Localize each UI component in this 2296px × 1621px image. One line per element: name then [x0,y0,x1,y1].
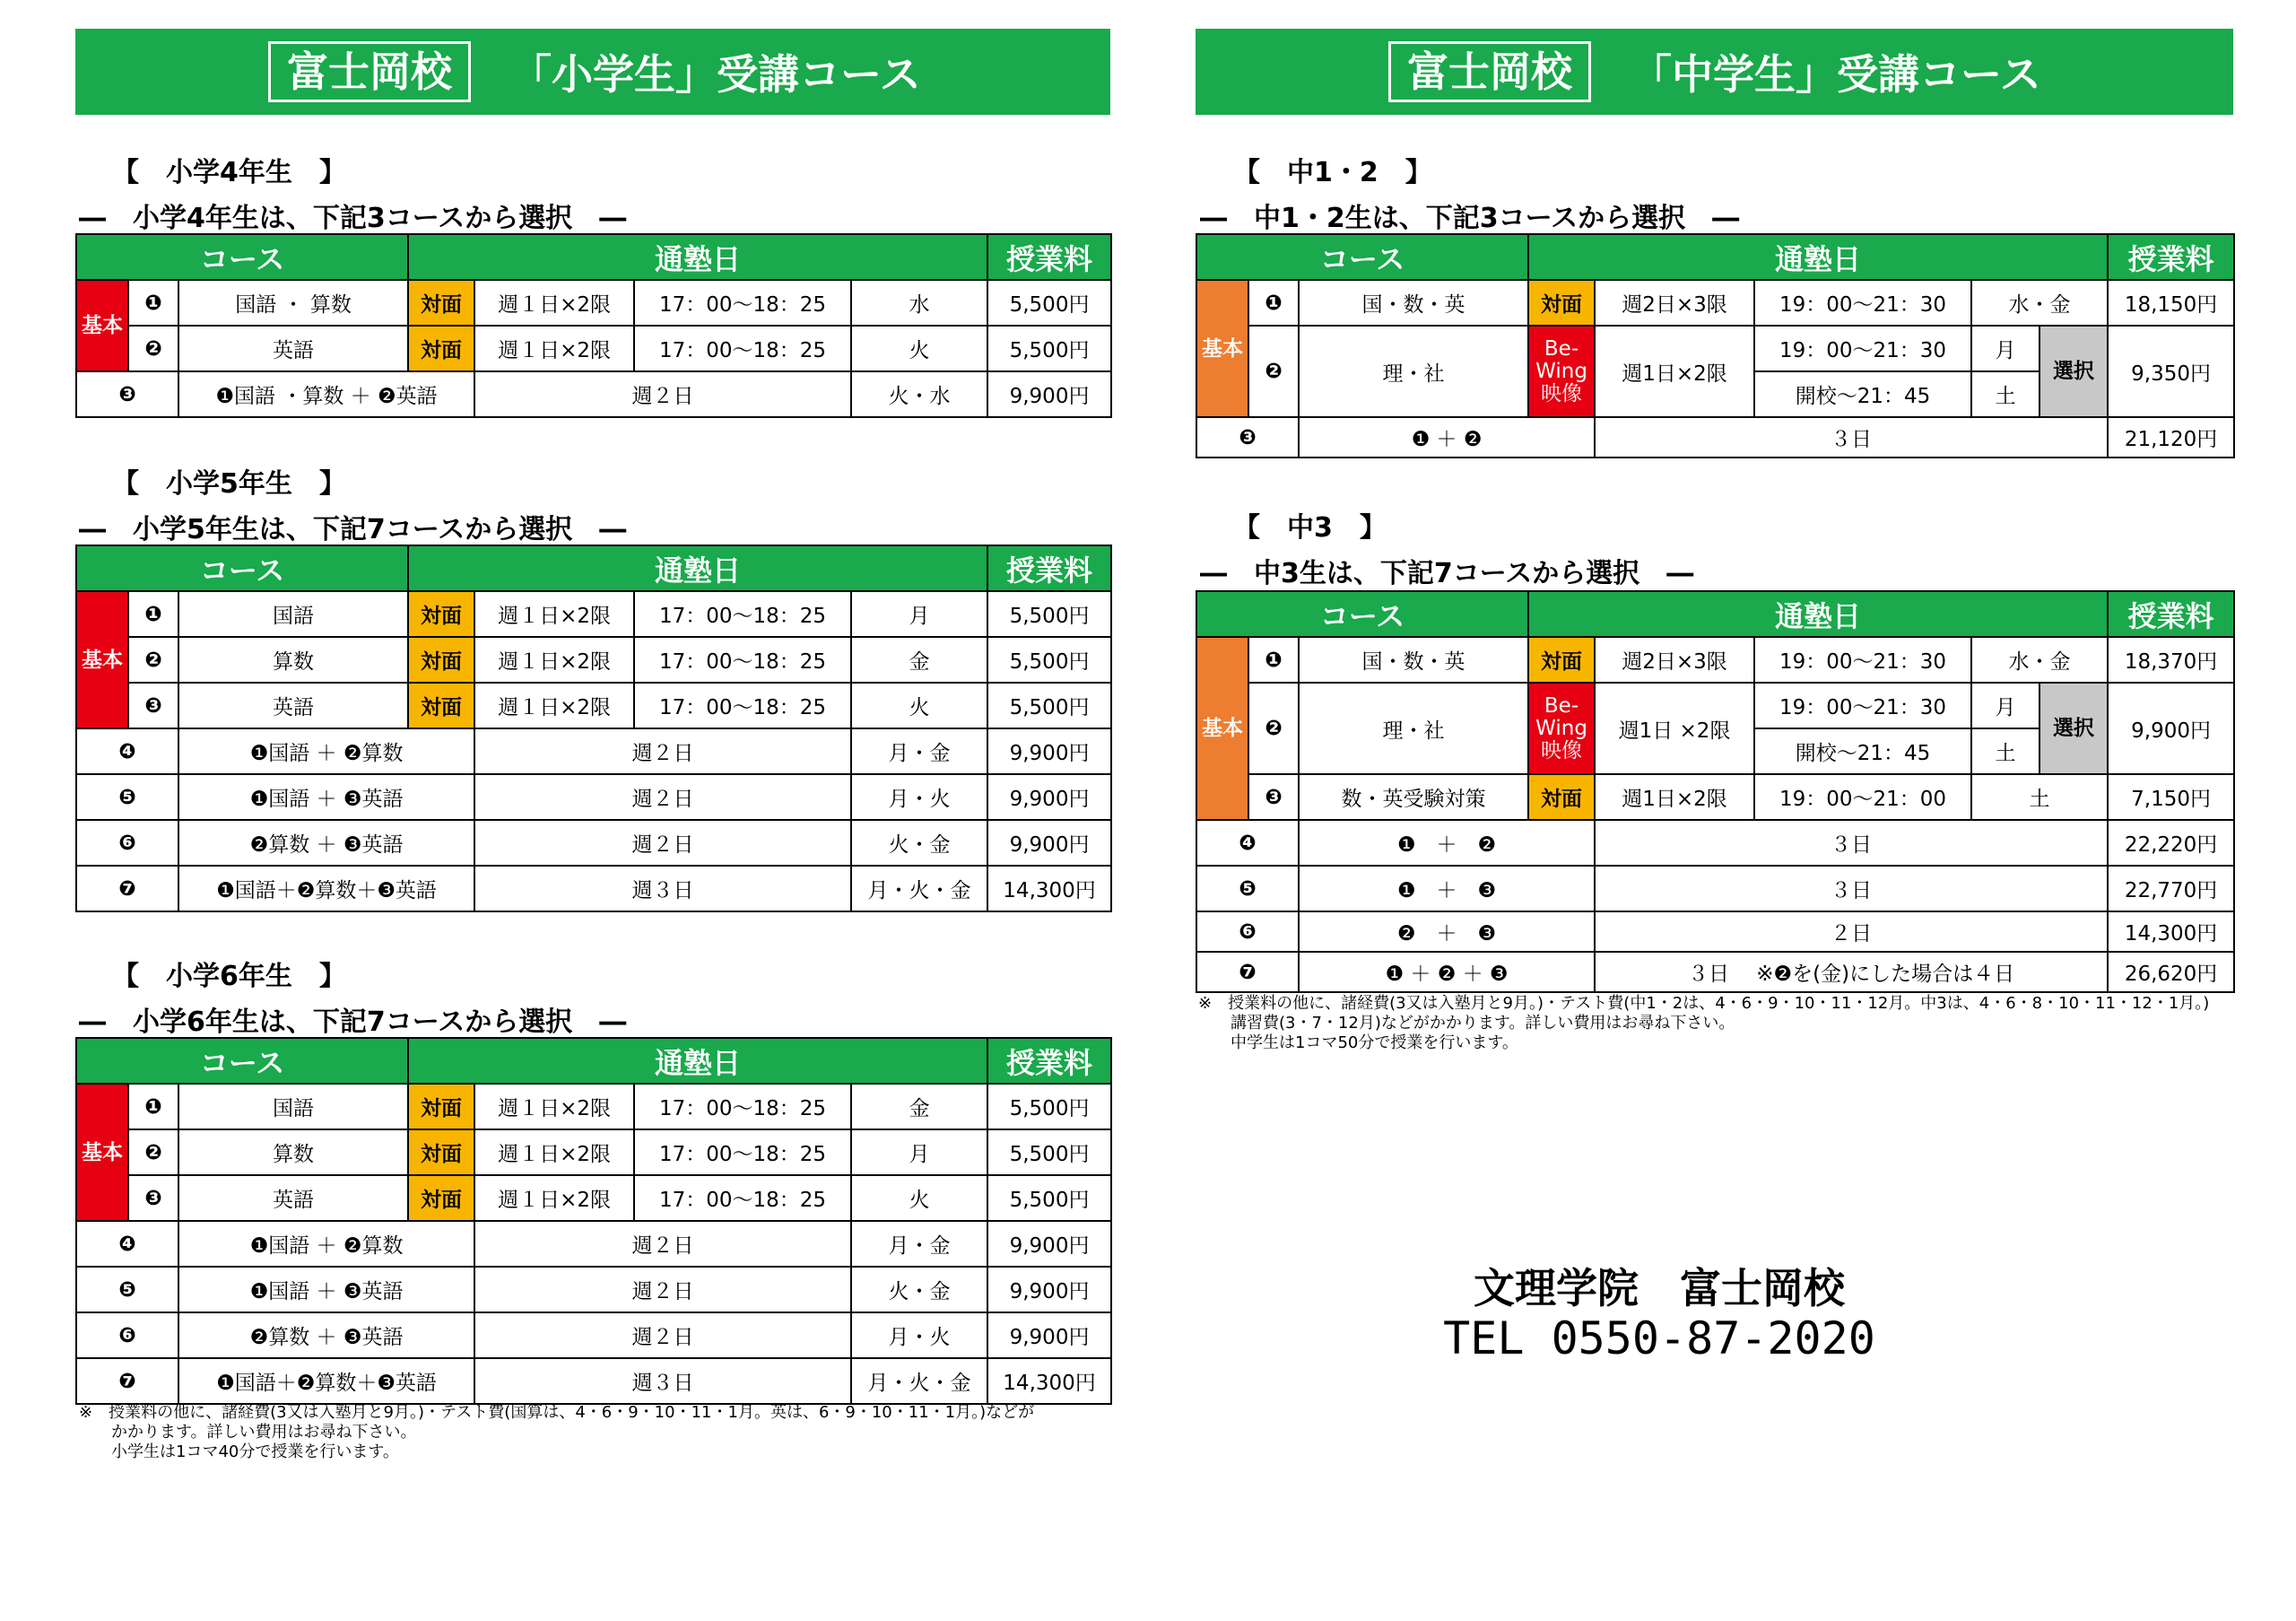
time: 17：00〜18：25 [634,637,851,683]
table-row [1196,820,2234,866]
day: 月 [851,1129,987,1175]
elementary-school-name: 富士岡校 [268,41,471,102]
fee: 9,900円 [987,371,1111,417]
time: 19：00〜21：30 [1754,280,1971,326]
table-row [1196,683,2234,728]
time: 19：00〜21：30 [1754,326,1971,371]
course-subject: 算数 [178,637,408,683]
table-row [76,1084,1111,1129]
header-days: 通塾日 [408,234,987,280]
day: 月・火・金 [851,1358,987,1404]
grade6-subtitle: ― 小学6年生は、下記7コースから選択 ― [79,1007,627,1038]
frequency: 週１日×2限 [474,326,634,371]
grade4-subtitle: ― 小学4年生は、下記3コースから選択 ― [79,203,627,234]
day: 火・水 [851,371,987,417]
table-row [1196,417,2234,458]
elementary-title: 「小学生」受講コース [510,50,921,99]
table-row [1196,952,2234,992]
note-line: 中学生は1コマ50分で授業を行います。 [1198,1033,1518,1052]
fee: 9,900円 [987,1221,1111,1267]
frequency: 週３日 [474,866,851,911]
frequency: ３日 [1595,866,2108,911]
time: 17：00〜18：25 [634,326,851,371]
table-row [76,1358,1111,1404]
mode-badge: 対面 [1528,637,1595,683]
course-number: ❷ [1248,326,1299,417]
day: 火 [851,326,987,371]
course-number: ❶ [128,591,178,637]
table-row [1196,637,2234,683]
course-number: ❹ [1196,820,1299,866]
time: 19：00〜21：00 [1754,774,1971,820]
header-days: 通塾日 [408,1038,987,1084]
table-row [76,1129,1111,1175]
course-subject: ❶ ＋ ❷ [1299,417,1595,458]
table-row [76,326,1111,371]
header-days: 通塾日 [1528,591,2108,637]
fee: 22,770円 [2108,866,2234,911]
day: 月・火 [851,1312,987,1358]
fee: 5,500円 [987,1175,1111,1221]
grade5-label: 【 小学5年生 】 [112,468,346,500]
day: 土 [1971,371,2039,417]
g3-table [1196,590,2235,993]
table-row [1196,866,2234,911]
header-course: コース [76,234,408,280]
table-row [76,683,1111,728]
course-subject: 国語 [178,591,408,637]
table-row [76,1175,1111,1221]
mode-badge: Be-Wing映像 [1528,326,1595,417]
header-fee: 授業料 [2108,234,2234,280]
fee: 5,500円 [987,1129,1111,1175]
table-row [1196,911,2234,952]
g3-label: 【 中3 】 [1233,512,1387,544]
grade6-label: 【 小学6年生 】 [112,961,346,992]
day: 月・火 [851,774,987,820]
note-line: ※ 授業料の他に、諸経費(3又は入塾月と9月。)・テスト費(中1・2は、4・6・9・10・11・12月。中3は、4・6・8・10・11・12・1月。) [1198,994,2210,1013]
table-row [1196,326,2234,371]
kihon-label: 基本 [76,280,128,371]
mode-badge: 対面 [408,637,474,683]
mode-badge: 対面 [408,683,474,728]
fee: 5,500円 [987,683,1111,728]
fee: 21,120円 [2108,417,2234,458]
time: 17：00〜18：25 [634,1175,851,1221]
course-subject: ❶ ＋ ❸ [1299,866,1595,911]
course-number: ❺ [1196,866,1299,911]
table-row [1196,774,2234,820]
mode-badge: 対面 [408,1175,474,1221]
table-row [76,1221,1111,1267]
junior-title: 「中学生」受講コース [1631,50,2041,99]
course-subject: 国・数・英 [1299,637,1528,683]
header-fee: 授業料 [2108,591,2234,637]
mode-badge: Be-Wing映像 [1528,683,1595,774]
fee: 7,150円 [2108,774,2234,820]
course-number: ❼ [1196,952,1299,992]
elementary-notes [79,1403,1034,1462]
day: 水 [851,280,987,326]
table-row [76,1312,1111,1358]
fee: 5,500円 [987,1084,1111,1129]
course-subject: ❶ ＋ ❷ [1299,820,1595,866]
day: 水・金 [1971,637,2108,683]
fee: 14,300円 [987,866,1111,911]
mode-badge: 対面 [408,326,474,371]
course-subject: 算数 [178,1129,408,1175]
course-number: ❶ [1248,280,1299,326]
g12-subtitle: ― 中1・2生は、下記3コースから選択 ― [1200,203,1740,234]
time: 17：00〜18：25 [634,591,851,637]
fee: 5,500円 [987,280,1111,326]
select-label: 選択 [2039,326,2108,417]
day: 月・金 [851,728,987,774]
fee: 22,220円 [2108,820,2234,866]
course-subject: ❷算数 ＋ ❸英語 [178,820,474,866]
course-subject: 英語 [178,1175,408,1221]
course-subject: 理・社 [1299,326,1528,417]
frequency: 週２日 [474,1267,851,1312]
fee: 9,900円 [987,820,1111,866]
header-fee: 授業料 [987,1038,1111,1084]
frequency: 週１日×2限 [474,280,634,326]
time: 17：00〜18：25 [634,1129,851,1175]
course-number: ❻ [1196,911,1299,952]
frequency: ３日 [1595,417,2108,458]
course-subject: 英語 [178,326,408,371]
elementary-banner [75,29,1110,115]
course-number: ❼ [76,1358,178,1404]
header-course: コース [76,1038,408,1084]
grade6-table [75,1037,1112,1405]
time: 開校〜21：45 [1754,728,1971,774]
mode-badge: 対面 [408,591,474,637]
fee: 14,300円 [2108,911,2234,952]
day: 月 [1971,326,2039,371]
mode-badge: 対面 [1528,774,1595,820]
table-row [76,371,1111,417]
frequency: ３日 ※❷を(金)にした場合は４日 [1595,952,2108,992]
course-subject: 英語 [178,683,408,728]
course-subject: 国語 ・ 算数 [178,280,408,326]
g12-table [1196,233,2235,458]
mode-badge: 対面 [408,280,474,326]
frequency: 週１日×2限 [474,1084,634,1129]
day: 月・金 [851,1221,987,1267]
fee: 5,500円 [987,637,1111,683]
course-subject: 数・英受験対策 [1299,774,1528,820]
course-number: ❻ [76,1312,178,1358]
course-number: ❸ [1196,417,1299,458]
frequency: 週２日 [474,1221,851,1267]
frequency: 週１日×2限 [474,637,634,683]
kihon-label: 基本 [76,591,128,728]
course-number: ❸ [128,1175,178,1221]
day: 火・金 [851,1267,987,1312]
frequency: 週２日 [474,371,851,417]
day: 火 [851,1175,987,1221]
course-subject: ❶国語 ＋ ❸英語 [178,774,474,820]
table-row [76,820,1111,866]
course-number: ❺ [76,1267,178,1312]
table-row [1196,280,2234,326]
table-row [76,728,1111,774]
time: 19：00〜21：30 [1754,683,1971,728]
course-number: ❺ [76,774,178,820]
fee: 26,620円 [2108,952,2234,992]
course-number: ❷ [128,637,178,683]
grade5-table [75,545,1112,912]
course-number: ❹ [76,728,178,774]
course-subject: ❶国語 ＋ ❷算数 [178,728,474,774]
course-number: ❻ [76,820,178,866]
day: 金 [851,637,987,683]
header-course: コース [1196,591,1528,637]
frequency: 週１日×2限 [474,1175,634,1221]
fee: 9,900円 [987,774,1111,820]
kihon-label: 基本 [1196,280,1248,417]
day: 水・金 [1971,280,2108,326]
note-line: かかります。詳しい費用はお尋ね下さい。 [79,1423,417,1442]
course-number: ❼ [76,866,178,911]
school-tel: TEL 0550-87-2020 [1443,1312,1875,1364]
time: 17：00〜18：25 [634,1084,851,1129]
course-subject: ❶国語 ・算数 ＋ ❷英語 [178,371,474,417]
note-line: 小学生は1コマ40分で授業を行います。 [79,1442,399,1461]
fee: 18,370円 [2108,637,2234,683]
course-number: ❶ [1248,637,1299,683]
frequency: 週２日 [474,1312,851,1358]
table-row [76,280,1111,326]
course-subject: ❷ ＋ ❸ [1299,911,1595,952]
fee: 18,150円 [2108,280,2234,326]
frequency: 週1日 ×2限 [1595,683,1754,774]
frequency: 週1日×2限 [1595,774,1754,820]
fee: 9,350円 [2108,326,2234,417]
junior-school-name: 富士岡校 [1388,41,1591,102]
kihon-label: 基本 [1196,637,1248,820]
course-number: ❷ [128,1129,178,1175]
table-row [76,591,1111,637]
frequency: 週１日×2限 [474,1129,634,1175]
table-row [76,866,1111,911]
day: 金 [851,1084,987,1129]
time: 開校〜21：45 [1754,371,1971,417]
course-subject: 国・数・英 [1299,280,1528,326]
g3-subtitle: ― 中3生は、下記7コースから選択 ― [1200,558,1694,589]
grade4-table [75,233,1112,418]
table-row [76,1267,1111,1312]
course-number: ❷ [128,326,178,371]
junior-banner [1196,29,2233,115]
course-number: ❶ [128,280,178,326]
day: 月・火・金 [851,866,987,911]
course-subject: ❶ ＋ ❷ ＋ ❸ [1299,952,1595,992]
note-line: 講習費(3・7・12月)などがかかります。詳しい費用はお尋ね下さい。 [1198,1014,1735,1033]
table-row [76,637,1111,683]
course-number: ❸ [76,371,178,417]
header-days: 通塾日 [1528,234,2108,280]
frequency: ３日 [1595,820,2108,866]
table-row [76,774,1111,820]
frequency: 週2日×3限 [1595,637,1754,683]
select-label: 選択 [2039,683,2108,774]
frequency: 週2日×3限 [1595,280,1754,326]
mode-badge: 対面 [408,1084,474,1129]
fee: 9,900円 [987,1267,1111,1312]
header-fee: 授業料 [987,234,1111,280]
course-number: ❶ [128,1084,178,1129]
course-number: ❸ [1248,774,1299,820]
day: 土 [1971,774,2108,820]
school-info [1435,1263,1883,1364]
grade4-label: 【 小学4年生 】 [112,157,346,188]
course-subject: ❶国語 ＋ ❸英語 [178,1267,474,1312]
course-number: ❸ [128,683,178,728]
frequency: 週２日 [474,728,851,774]
fee: 9,900円 [987,1312,1111,1358]
mode-badge: 対面 [1528,280,1595,326]
grade5-subtitle: ― 小学5年生は、下記7コースから選択 ― [79,514,627,545]
fee: 9,900円 [987,728,1111,774]
day: 火 [851,683,987,728]
header-course: コース [76,545,408,591]
header-fee: 授業料 [987,545,1111,591]
course-subject: 理・社 [1299,683,1528,774]
frequency: 週１日×2限 [474,591,634,637]
fee: 5,500円 [987,326,1111,371]
fee: 9,900円 [2108,683,2234,774]
frequency: 週1日×2限 [1595,326,1754,417]
day: 土 [1971,728,2039,774]
course-subject: 国語 [178,1084,408,1129]
day: 月 [1971,683,2039,728]
day: 月 [851,591,987,637]
g12-label: 【 中1・2 】 [1233,157,1432,188]
header-days: 通塾日 [408,545,987,591]
course-number: ❷ [1248,683,1299,774]
fee: 5,500円 [987,591,1111,637]
kihon-label: 基本 [76,1084,128,1221]
school-name: 文理学院 富士岡校 [1474,1264,1845,1312]
course-subject: ❶国語＋❷算数＋❸英語 [178,866,474,911]
junior-notes [1198,994,2209,1053]
day: 火・金 [851,820,987,866]
frequency: 週２日 [474,820,851,866]
fee: 14,300円 [987,1358,1111,1404]
course-number: ❹ [76,1221,178,1267]
frequency: 週２日 [474,774,851,820]
frequency: ２日 [1595,911,2108,952]
time: 17：00〜18：25 [634,683,851,728]
course-subject: ❷算数 ＋ ❸英語 [178,1312,474,1358]
mode-badge: 対面 [408,1129,474,1175]
course-subject: ❶国語＋❷算数＋❸英語 [178,1358,474,1404]
header-course: コース [1196,234,1528,280]
frequency: 週１日×2限 [474,683,634,728]
time: 19：00〜21：30 [1754,637,1971,683]
course-subject: ❶国語 ＋ ❷算数 [178,1221,474,1267]
frequency: 週３日 [474,1358,851,1404]
note-line: ※ 授業料の他に、諸経費(3又は入塾月と9月。)・テスト費(国算は、4・6・9・10・11・1月。英は、6・9・10・11・1月。)などが [79,1403,1035,1422]
time: 17：00〜18：25 [634,280,851,326]
